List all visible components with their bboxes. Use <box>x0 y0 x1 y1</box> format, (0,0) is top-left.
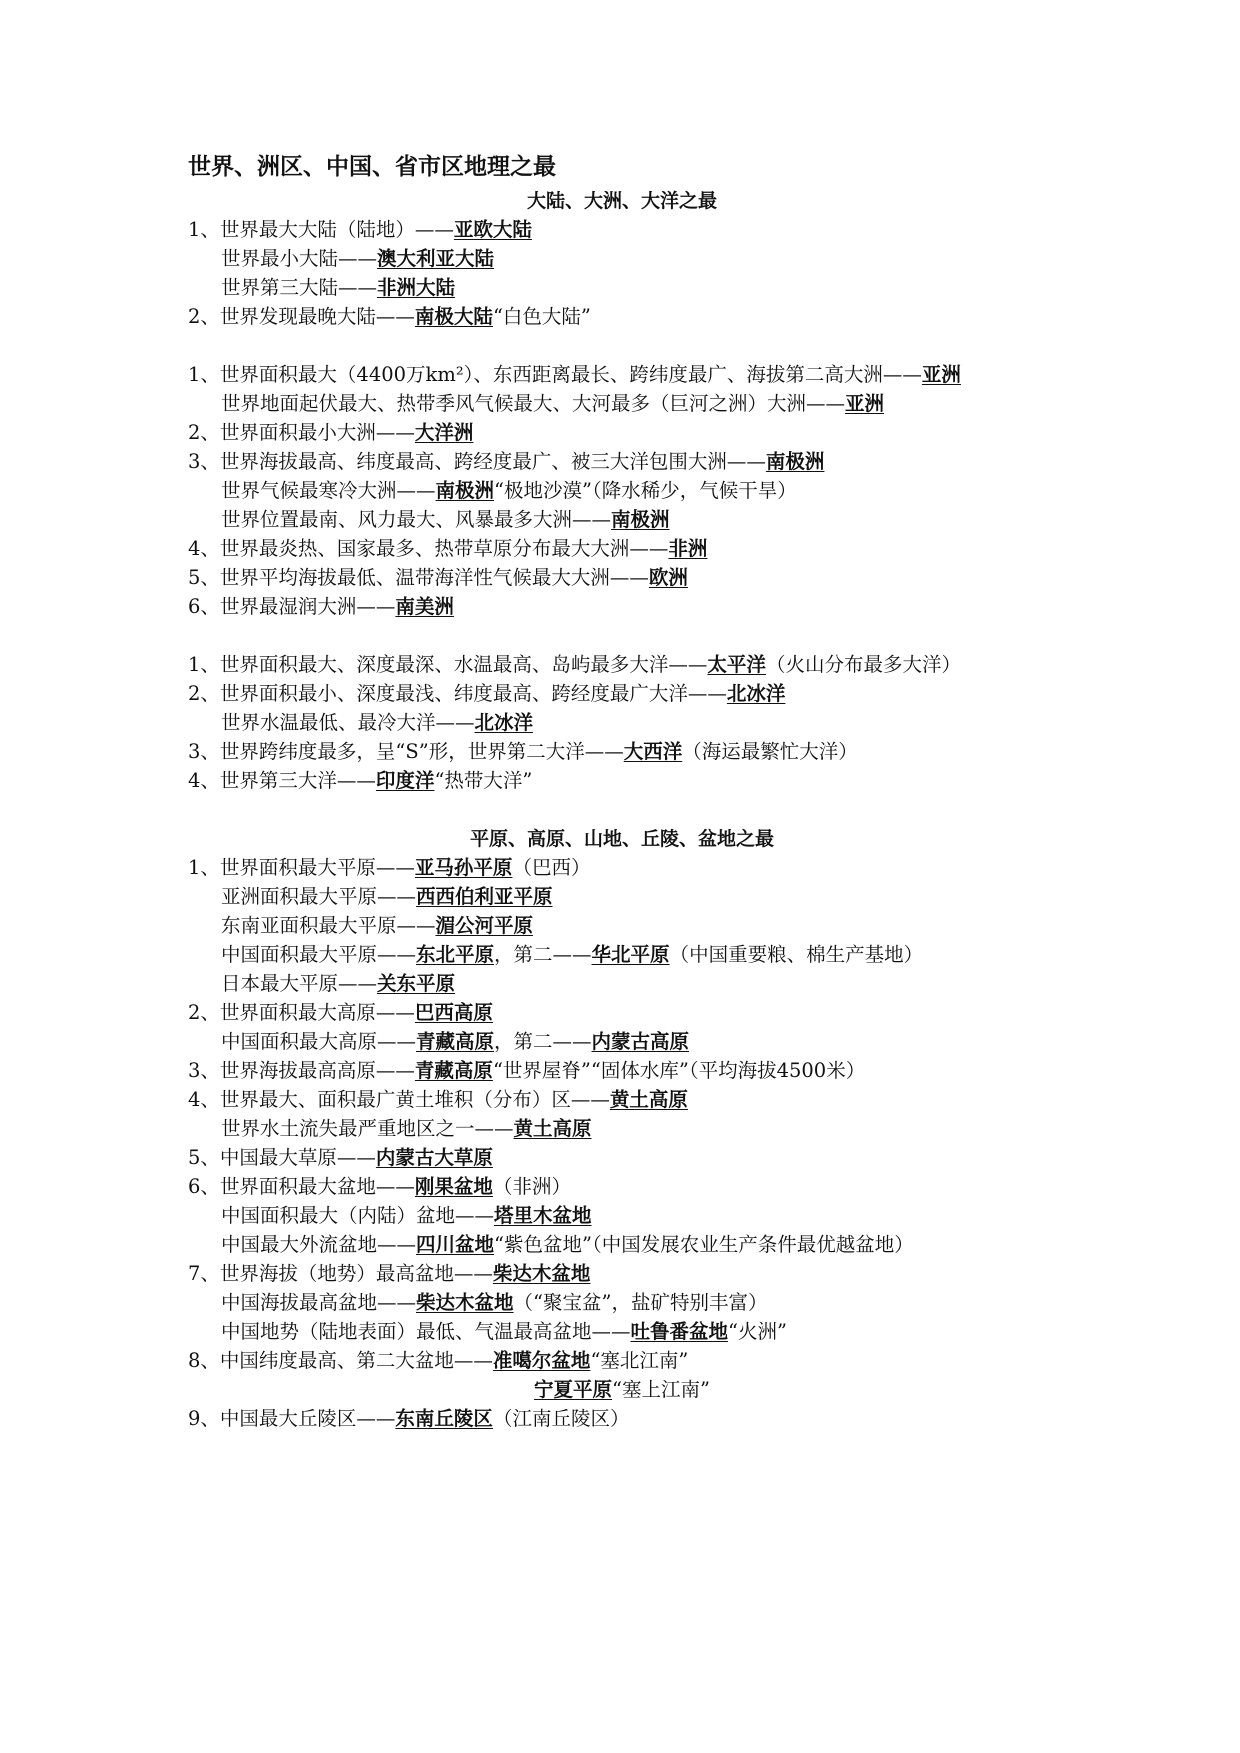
list-item: 1、世界面积最大（4400万km²）、东西距离最长、跨纬度最广、海拔第二高大洲——亚洲 <box>188 363 961 386</box>
list-item: 7、世界海拔（地势）最高盆地——柴达木盆地 <box>188 1262 591 1285</box>
list-item: 3、世界跨纬度最多，呈“S”形，世界第二大洋——大西洋（海运最繁忙大洋） <box>188 740 858 763</box>
list-item: 1、世界面积最大、深度最深、水温最高、岛屿最多大洋——太平洋（火山分布最多大洋） <box>188 653 961 676</box>
list-item: 6、世界面积最大盆地——刚果盆地（非洲） <box>188 1175 571 1198</box>
list-item: 5、世界平均海拔最低、温带海洋性气候最大大洲——欧洲 <box>188 566 688 589</box>
list-item: 2、世界发现最晚大陆——南极大陆“白色大陆” <box>188 305 591 328</box>
list-item: 世界水温最低、最冷大洋——北冰洋 <box>221 711 534 734</box>
list-item: 9、中国最大丘陵区——东南丘陵区（江南丘陵区） <box>188 1407 630 1430</box>
list-item: 中国海拔最高盆地——柴达木盆地（“聚宝盆”，盐矿特别丰富） <box>221 1291 768 1314</box>
list-item: 中国面积最大平原——东北平原，第二——华北平原（中国重要粮、棉生产基地） <box>221 943 924 966</box>
list-item: 8、中国纬度最高、第二大盆地——准噶尔盆地“塞北江南” <box>188 1349 689 1372</box>
list-item: 世界气候最寒冷大洲——南极洲“极地沙漠”（降水稀少，气候干旱） <box>221 479 797 502</box>
list-item: 宁夏平原“塞上江南” <box>534 1378 710 1401</box>
list-item: 世界地面起伏最大、热带季风气候最大、大河最多（巨河之洲）大洲——亚洲 <box>221 392 885 415</box>
list-item: 5、中国最大草原——内蒙古大草原 <box>188 1146 493 1169</box>
list-item: 东南亚面积最大平原——湄公河平原 <box>221 914 534 937</box>
list-item: 4、世界第三大洋——印度洋“热带大洋” <box>188 769 533 792</box>
list-item: 1、世界面积最大平原——亚马孙平原（巴西） <box>188 856 591 879</box>
list-item: 1、世界最大大陆（陆地）——亚欧大陆 <box>188 218 532 241</box>
list-item: 日本最大平原——关东平原 <box>221 972 456 995</box>
document-title: 世界、洲区、中国、省市区地理之最 <box>188 153 556 180</box>
list-item: 世界位置最南、风力最大、风暴最多大洲——南极洲 <box>221 508 670 531</box>
list-item: 4、世界最炎热、国家最多、热带草原分布最大大洲——非洲 <box>188 537 708 560</box>
list-item: 3、世界海拔最高高原——青藏高原“世界屋脊”“固体水库”（平均海拔4500米） <box>188 1059 866 1082</box>
list-item: 2、世界面积最小大洲——大洋洲 <box>188 421 474 444</box>
section-heading-continents-oceans: 大陆、大洲、大洋之最 <box>526 190 717 212</box>
list-item: 4、世界最大、面积最广黄土堆积（分布）区——黄土高原 <box>188 1088 688 1111</box>
section-heading-landforms: 平原、高原、山地、丘陵、盆地之最 <box>469 828 774 850</box>
list-item: 中国面积最大高原——青藏高原，第二——内蒙古高原 <box>221 1030 690 1053</box>
list-item: 6、世界最湿润大洲——南美洲 <box>188 595 454 618</box>
list-item: 世界第三大陆——非洲大陆 <box>221 276 456 299</box>
list-item: 中国地势（陆地表面）最低、气温最高盆地——吐鲁番盆地“火洲” <box>221 1320 787 1343</box>
list-item: 2、世界面积最小、深度最浅、纬度最高、跨经度最广大洋——北冰洋 <box>188 682 786 705</box>
list-item: 亚洲面积最大平原——西西伯利亚平原 <box>221 885 553 908</box>
list-item: 世界水土流失最严重地区之一——黄土高原 <box>221 1117 592 1140</box>
list-item: 世界最小大陆——澳大利亚大陆 <box>221 247 495 270</box>
list-item: 中国最大外流盆地——四川盆地“紫色盆地”（中国发展农业生产条件最优越盆地） <box>221 1233 914 1256</box>
list-item: 3、世界海拔最高、纬度最高、跨经度最广、被三大洋包围大洲——南极洲 <box>188 450 825 473</box>
list-item: 中国面积最大（内陆）盆地——塔里木盆地 <box>221 1204 592 1227</box>
list-item: 2、世界面积最大高原——巴西高原 <box>188 1001 493 1024</box>
